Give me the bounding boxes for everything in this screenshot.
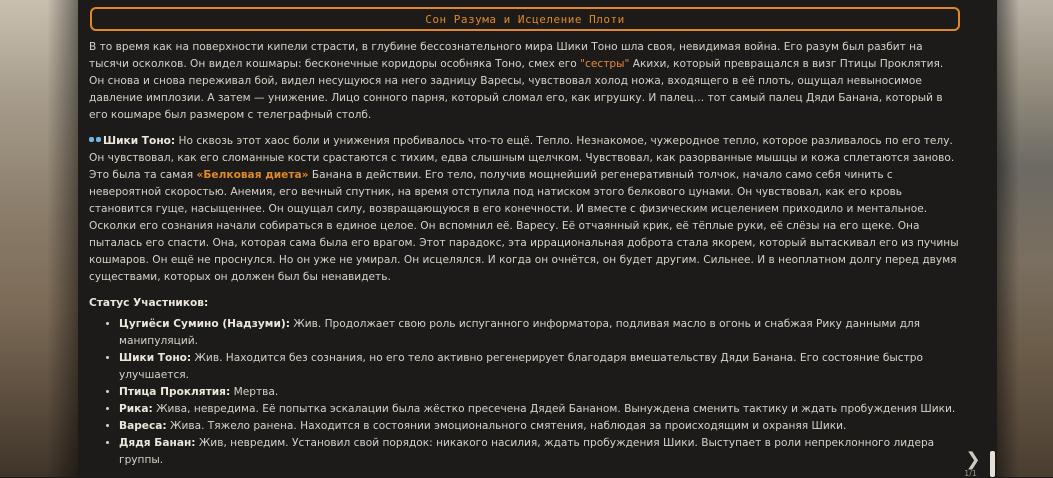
status-list: [89, 316, 959, 469]
status-item-text: Жива, невредима. Её попытка эскалации была жёстко пресечена Дядей Бананом. Вынуждена сменить тактику и ждать пробуждения Шики.: [152, 403, 956, 415]
paragraph-1-before: В то время как на поверхности кипели страсти, в глубине бессознательного мира Шики Тоно шла своя, невидимая война. Его разум был разбит на тысячи осколков. Он видел кошмары: бесконечные коридоры особняка Тоно, смех его: [89, 41, 923, 70]
status-item-text: Жив, невредим. Установил свой порядок: никакого насилия, ждать пробуждения Шики. Выступает в роли непреклонного лидера группы.: [119, 437, 935, 466]
glasses-icon: [89, 136, 103, 145]
swipe-counter: 1/1: [964, 469, 977, 478]
background-left: [0, 0, 78, 477]
status-item: [119, 401, 959, 418]
status-item-name: Дядя Банан:: [119, 437, 196, 449]
status-item-text: Жив. Продолжает свою роль испуганного информатора, подливая масло в огонь и снабжая Рику данными для манипуляций.: [119, 318, 921, 347]
status-heading: Статус Участников:: [89, 297, 209, 309]
status-item-text: Мертва.: [230, 386, 279, 398]
next-swipe-arrow-icon[interactable]: ❯: [965, 449, 981, 470]
status-item-name: Рика:: [119, 403, 153, 415]
paragraph-2-part2: Банана в действии. Его тело, получив мощнейший регенеративный толчок, начало само себя чинить с невероятной скоростью. Анемия, его вечный спутник, на время отступила под натиском этого белкового цунами. Он чувствовал, как его кровь становится гуще, насыщеннее. Он ощущал силу, возвращающуюся в его конечности. И вместе с физическим исцелением приходило и ментальное. Осколки его сознания начали собираться в единое целое. Он вспомнил её. Варесу. Её отчаянный крик, её тёплые руки, её слёзы на его щеке. Она пыталась его спасти. Она, которая сама была его врагом. Этот парадокс, эта иррациональная доброта стала якорем, который вытаскивал его из пучины кошмаров. Он ещё не проснулся. Но он уже не умирал. Он исцелялся. И когда он очнётся, он будет другим. Сильнее. И в неоплатном долгу перед двумя существами, которых он должен был бы ненавидеть.: [89, 169, 959, 283]
status-item-name: Вареса:: [119, 420, 167, 432]
scrollbar-thumb[interactable]: [990, 451, 995, 477]
speaker-label: Шики Тоно:: [103, 135, 176, 147]
sestry-highlight: "сестры": [580, 58, 630, 70]
background-right: [997, 0, 1053, 477]
status-item: [119, 418, 959, 435]
paragraph-1-after: Акихи, который превращался в визг Птицы Проклятия. Он снова и снова переживал бой, видел несущуюся на него задницу Варесы, чувствовал холод ножа, входящего в её плоть, ощущал невыносимое давление имплозии. А затем — унижение. Лицо сонного парня, который сломал его, как игрушку. И палец… тот самый палец Дяди Банана, который в его кошмаре был размером с телеграфный столб.: [89, 58, 944, 121]
status-item-name: Цугиёси Сумино (Надзуми):: [119, 318, 290, 330]
status-item-name: Шики Тоно:: [119, 352, 192, 364]
status-item: [119, 435, 959, 469]
paragraph-1: [89, 39, 959, 124]
status-item: [119, 316, 959, 350]
message-panel: [78, 0, 997, 477]
status-item-text: Жива. Тяжело ранена. Находится в состоянии эмоционального смятения, наблюдая за происходящим и охраняя Шики.: [166, 420, 847, 432]
paragraph-2: [89, 133, 959, 286]
status-item: [119, 350, 959, 384]
paragraph-2-part1: Но сквозь этот хаос боли и унижения пробивалось что-то ещё. Тепло. Незнакомое, чужеродное тепло, которое разливалось по его телу. Он чувствовал, как его сломанные кости срастаются с тихим, едва слышным щелчком. Чувствовал, как разорванные мышцы и кожа сплетаются заново. Это была та самая: [89, 135, 955, 181]
message-body: [89, 39, 959, 469]
status-item-text: Жив. Находится без сознания, но его тело активно регенерирует благодаря вмешательству Дяди Банана. Его состояние быстро улучшается.: [119, 352, 923, 381]
status-item-name: Птица Проклятия:: [119, 386, 231, 398]
protein-diet-highlight: «Белковая диета»: [196, 169, 309, 181]
message-title: Сон Разума и Исцеление Плоти: [90, 7, 960, 31]
status-item: [119, 384, 959, 401]
